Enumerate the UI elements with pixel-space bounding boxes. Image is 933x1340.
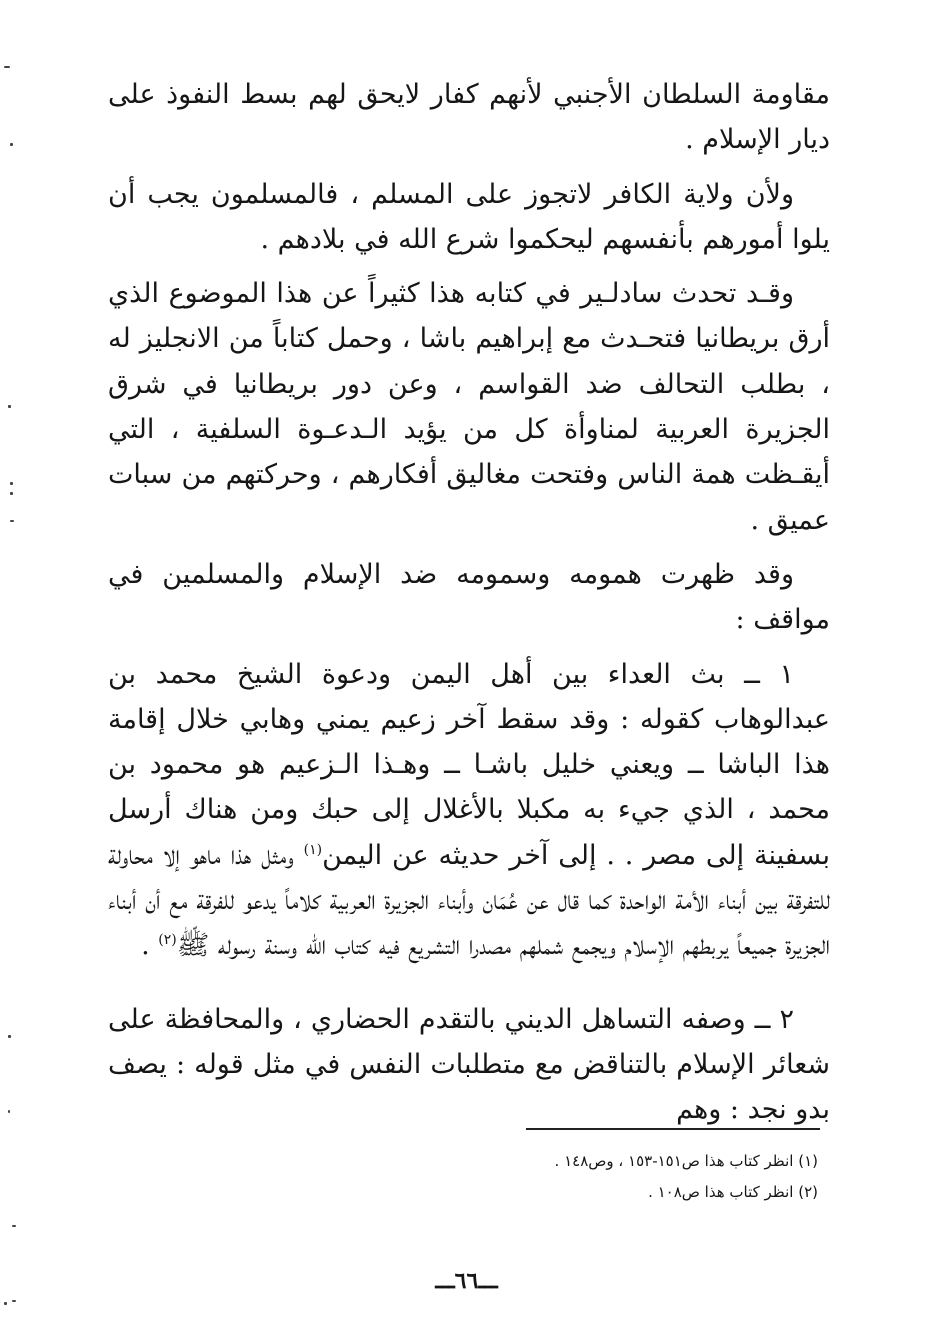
list-item-2: ٢ ــ وصفه التساهل الديني بالتقدم الحضاري ، والمحافظة على شعائر الإسلام بالتناقض مع متطلبات النفس في مثل قوله : يصف بدو نجد : وهم <box>108 1003 830 1126</box>
main-text <box>108 72 830 1133</box>
scan-speck <box>8 405 11 408</box>
scan-speck <box>10 520 14 522</box>
list-item-1 <box>108 652 830 969</box>
list-item-1-end: . <box>141 930 159 962</box>
scan-speck <box>10 482 13 485</box>
paragraph-2: ولأن ولاية الكافر لاتجوز على المسلم ، فالمسلمون يجب أن يلوا أمورهم بأنفسهم ليحكموا شرع الله في بلادهم . <box>108 178 830 255</box>
page-number: ـــ٦٦ـــ <box>435 1268 498 1294</box>
scan-speck <box>10 492 13 495</box>
scan-speck <box>8 1035 11 1038</box>
scan-speck <box>8 1110 10 1113</box>
paragraph-4: وقد ظهرت همومه وسمومه ضد الإسلام والمسلمين في مواقف : <box>108 558 830 636</box>
scan-speck <box>12 1300 16 1302</box>
scan-speck <box>4 1302 7 1305</box>
scan-speck <box>12 1225 16 1227</box>
footnote-divider <box>526 1128 820 1130</box>
footnote-1: (١) انظر كتاب هذا ص١٥١-١٥٣ ، وص١٤٨ . <box>554 1152 818 1170</box>
scan-speck <box>4 66 10 68</box>
paragraph-1: مقاومة السلطان الأجنبي لأنهم كفار لايحق لهم بسط النفوذ على ديار الإسلام . <box>108 79 830 156</box>
footnote-ref-2: (٢) <box>158 932 177 949</box>
paragraph-3: وقـد تحدث سادلـير في كتابه هذا كثيراً عن هذا الموضوع الذي أرق بريطانيا فتحـدث مع إبراهيم باشا ، وحمل كتاباً من الانجليز له ، بطلب التحالف ضد القواسم ، وعن دور بريطانيا في شرق الجزيرة العربية لمناوأة كل من يؤيد الـدعـوة السلفية ، التي أيقـظت همة الناس وفتحت مغاليق أفكارهم ، وحركتهم من سبات عميق . <box>108 278 830 536</box>
footnotes <box>300 1146 818 1208</box>
scan-speck <box>10 143 13 146</box>
footnote-2: (٢) انظر كتاب هذا ص١٠٨ . <box>648 1183 818 1201</box>
footnote-ref-1: (١) <box>303 841 323 858</box>
list-item-1-text-a: ١ ــ بث العداء بين أهل اليمن ودعوة الشيخ محمد بن عبدالوهاب كقوله : وقد سقط آخر زعيم يمني وهابي خلال إقامة هذا الباشا ــ ويعني خليل باشـا ــ وهـذا الـزعيم هو محمود بن محمد ، الذي جيء به مكبلا بالأغلال إلى حبك ومن هناك أرسل بسفينة إلى مصر . . إلى آخر حديثه عن اليمن <box>108 658 831 871</box>
list-item-1-text-b: ومثل هذا ماهو إلا محاولة للتفرقة بين أبناء الأمة الواحدة كما قال عن عُمَان وأبناء الجزيرة العربية كلاماً يدعو للفرقة مع أن أبناء الجزيرة جميعاً يربطهم الإسلام ويجمع شملهم مصدرا التشريع فيه كتاب الله وسنة رسوله ﷺ <box>108 839 830 962</box>
